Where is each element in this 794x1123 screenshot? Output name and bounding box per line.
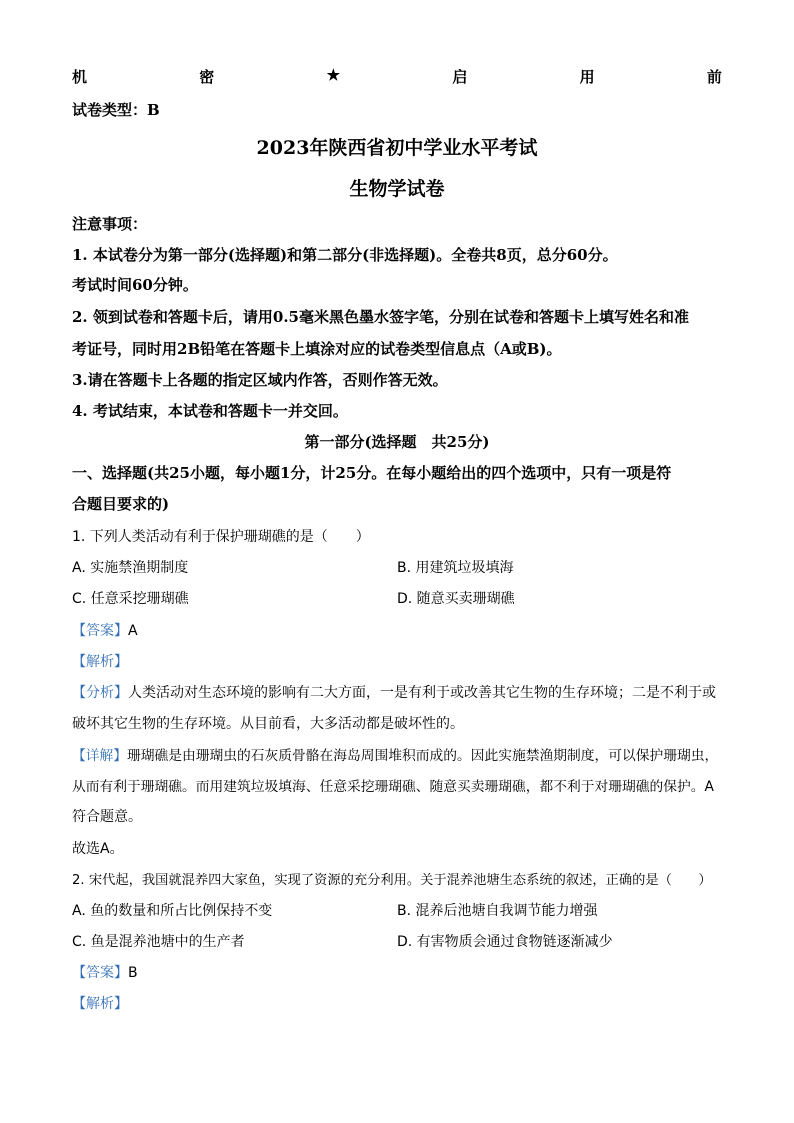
secret-char: 机: [72, 68, 88, 86]
xiangjie-text: 珊瑚礁是由珊瑚虫的石灰质骨骼在海岛周围堆积而成的。因此实施禁渔期制度，可以保护珊瑚虫，: [127, 748, 719, 764]
secret-char: 前: [706, 68, 722, 86]
answer-line: [72, 962, 722, 982]
xiangjie-text: 从而有利于珊瑚礁。而用建筑垃圾填海、任意采挖珊瑚礁、随意买卖珊瑚礁，都不利于对珊瑚礁的保护。A: [72, 779, 714, 795]
answer-value: A: [128, 623, 138, 639]
part-heading: 第一部分(选择题 共25分): [304, 433, 490, 451]
question-option: C. 任意采挖珊瑚礁: [72, 591, 189, 607]
question-option: B. 用建筑垃圾填海: [397, 560, 514, 576]
secret-char: 启: [452, 68, 468, 86]
analysis-tag: 【解析】: [72, 996, 128, 1012]
secret-char: 用: [579, 68, 595, 86]
secret-mark-row: [72, 66, 722, 87]
question-option: A. 鱼的数量和所占比例保持不变: [72, 903, 273, 919]
question-option: A. 实施禁渔期制度: [72, 560, 189, 576]
notes-item: 考试时间60分钟。: [72, 276, 198, 294]
notes-item: 考证号，同时用2B铅笔在答题卡上填涂对应的试卷类型信息点（A或B)。: [72, 340, 562, 358]
notes-item: 3.请在答题卡上各题的指定区域内作答，否则作答无效。: [72, 371, 448, 389]
paper-type: 试卷类型：B: [72, 101, 160, 119]
xiangjie-text: 符合题意。: [72, 809, 142, 825]
notes-heading: 注意事项：: [72, 215, 148, 233]
conclusion-text: 故选A。: [72, 841, 124, 857]
page-title: 2023年陕西省初中学业水平考试: [256, 137, 538, 159]
fenxi-text: 人类活动对生态环境的影响有二大方面，一是有利于或改善其它生物的生存环境；二是不利于或: [128, 685, 716, 701]
star-icon: ★: [326, 66, 341, 84]
answer-line: [72, 620, 722, 640]
question-option: D. 随意买卖珊瑚礁: [397, 591, 515, 607]
section-heading-line: 一、选择题(共25小题，每小题1分，计25分。在每小题给出的四个选项中，只有一项是符: [72, 464, 672, 482]
fenxi-tag: 【分析】: [72, 685, 128, 701]
fenxi-text: 破坏其它生物的生存环境。从目前看，大多活动都是破坏性的。: [72, 716, 464, 732]
analysis-line: [72, 651, 722, 671]
page-subtitle: 生物学试卷: [349, 178, 445, 200]
question-option: B. 混养后池塘自我调节能力增强: [397, 903, 598, 919]
notes-item: 2. 领到试卷和答题卡后，请用0.5毫米黑色墨水签字笔，分别在试卷和答题卡上填写姓名和准: [72, 308, 689, 326]
answer-value: B: [128, 965, 138, 981]
xiangjie-line: [72, 744, 722, 764]
fenxi-line: [72, 682, 722, 702]
section-heading-line: 合题目要求的): [72, 495, 170, 513]
question-option: D. 有害物质会通过食物链逐渐减少: [397, 934, 613, 950]
question-stem: 1. 下列人类活动有利于保护珊瑚礁的是（ ）: [72, 529, 370, 545]
notes-item: 4. 考试结束，本试卷和答题卡一并交回。: [72, 402, 348, 420]
question-stem: 2. 宋代起，我国就混养四大家鱼，实现了资源的充分利用。关于混养池塘生态系统的叙述，正确的是（ ）: [72, 873, 712, 888]
question-option: C. 鱼是混养池塘中的生产者: [72, 934, 245, 950]
notes-item: 1. 本试卷分为第一部分(选择题)和第二部分(非选择题)。全卷共8页，总分60分。: [72, 246, 618, 264]
answer-tag: 【答案】: [72, 623, 128, 639]
secret-char: 密: [199, 68, 215, 86]
answer-tag: 【答案】: [72, 965, 128, 981]
xiangjie-tag: 【详解】: [72, 748, 128, 764]
analysis-tag: 【解析】: [72, 654, 128, 670]
analysis-line: [72, 993, 722, 1013]
